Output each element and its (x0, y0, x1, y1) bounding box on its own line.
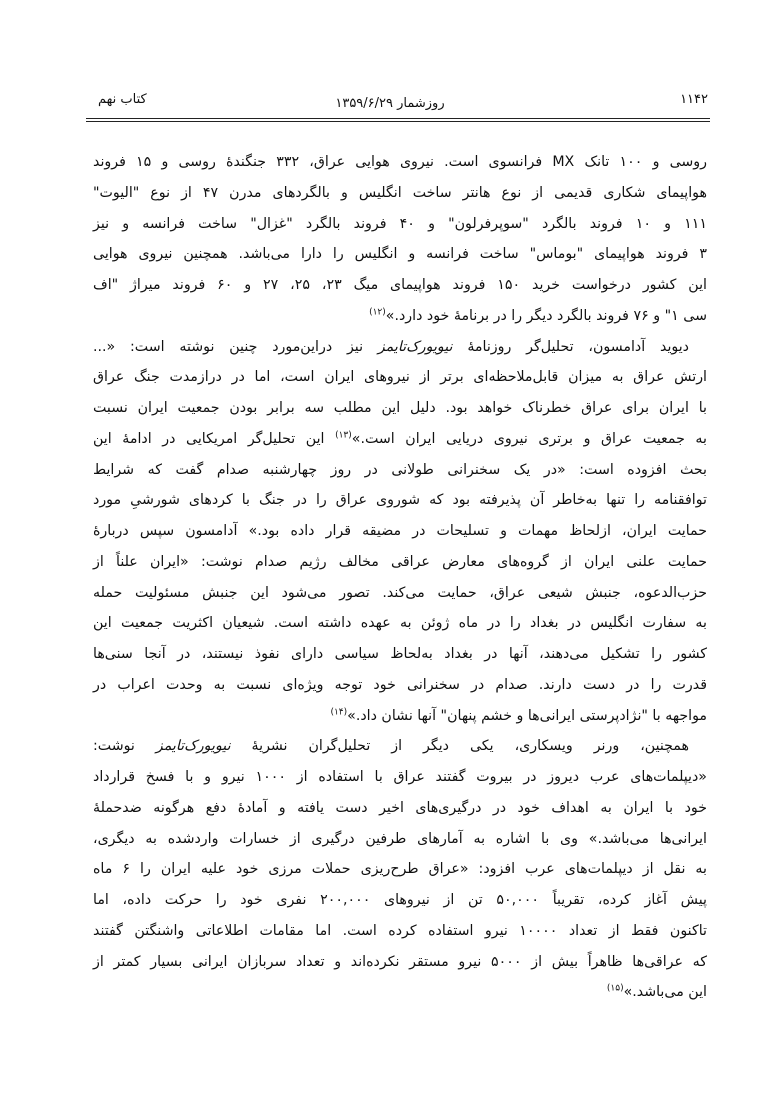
header-rule (86, 118, 710, 119)
text-line (93, 613, 707, 633)
text-line (93, 214, 707, 234)
text-run: سی ۱" و ۷۶ فروند بالگرد دیگر را در برنامهٔ خود دارد.» (385, 307, 707, 324)
text-run: کشور را تشکیل می‌دهند، آنها در بغداد به‌لحاظ سیاسی دارای نفوذ نیستند، در آنجا سنی‌ها (93, 646, 707, 662)
text-run: قدرت را در دست دارند. صدام در سخنرانی خود توجه ویژه‌ای نسبت به وحدت اعراب در (93, 676, 707, 693)
text-run: حزب‌الدعوه، جنبش شیعی عراق، حمایت می‌کند. تصور می‌شود این جنبش مسئولیت حمله (93, 584, 707, 601)
text-run: به نقل از دیپلمات‌های عرب افزود: «عراق طرح‌ریزی حملات مرزی خود علیه ایران را ۶ ماه (93, 861, 707, 878)
footnote-ref: (۱۲) (369, 307, 386, 318)
text-run: این می‌باشد.» (623, 984, 707, 1001)
text-line (93, 675, 707, 695)
text-run: بحث افزوده است: «در یک سخنرانی طولانی در روز چهارشنبه صدام گفت که شرایط (93, 461, 707, 478)
text-line (93, 429, 707, 449)
text-line (93, 921, 707, 941)
text-line (93, 982, 707, 1002)
text-run: این کشور درخواست خرید ۱۵۰ فروند هواپیمای میگ ۲۳، ۲۵، ۲۷ و ۶۰ فروند میراژ "اف (93, 277, 707, 293)
chronicle-date: روزشمار ۱۳۵۹/۶/۲۹ (329, 96, 450, 111)
text-run: مواجهه با "نژادپرستی ایرانی‌ها و خشم پنهان" آنها نشان داد.» (347, 707, 707, 724)
text-line (93, 552, 707, 572)
text-run: حمایت ایران، ازلحاظ مهمات و تسلیحات در مضیقه قرار داده بود.» آدامسون سپس دربارهٔ (93, 523, 707, 539)
text-line (93, 890, 707, 910)
text-line (93, 275, 707, 295)
text-run: ۳ فروند هواپیمای "بوماس" ساخت فرانسه و انگلیس را دارا می‌باشد. همچنین نیروی هوایی (93, 246, 707, 263)
text-line (93, 244, 707, 264)
text-run: روسی و ۱۰۰ تانک MX فرانسوی است. نیروی هوایی عراق، ۳۳۲ جنگندهٔ روسی و ۱۵ فروند (93, 154, 707, 170)
text-line (93, 183, 707, 203)
text-line (93, 367, 707, 387)
text-run: ۱۱۱ و ۱۰ فروند بالگرد "سوپرفرلون" و ۴۰ فروند بالگرد "غزال" ساخت فرانسه و نیز (93, 215, 708, 232)
text-run: حمایت علنی ایران از گروه‌های معارض عراقی مخالف رژیم صدام نوشت: «ایران علناً از (93, 553, 707, 570)
text-run: تاکنون فقط از تعداد ۱۰۰۰۰ نیرو استفاده کرده است. اما مقامات اطلاعاتی واشنگتن گفتند (93, 922, 707, 939)
text-run: که عراقی‌ها ظاهراً بیش از ۵۰۰۰ نیرو مستقر نکرده‌اند و تعداد سربازان ایرانی بسیار کمتر از (93, 953, 707, 970)
text-run: پیش آغاز کرده، تقریباً ۵۰,۰۰۰ تن از نیروهای ۲۰۰,۰۰۰ نفری خود را حرکت داده، اما (93, 892, 707, 908)
text-line (93, 306, 707, 326)
footnote-ref: (۱۵) (606, 983, 624, 994)
text-run: دیوید آدامسون، تحلیل‌گر روزنامهٔ (452, 338, 689, 355)
text-line (93, 398, 707, 418)
text-run: همچنین، ورنر ویسکاری، یکی دیگر از تحلیل‌گران نشریهٔ (230, 738, 689, 755)
text-run: خود با ایران به اهداف خود در درگیری‌های اخیر دست یافته و آمادهٔ دفع هرگونه ضدحملهٔ (93, 799, 707, 816)
italic-title: نیویورک‌تایمز (377, 338, 453, 355)
text-line (93, 644, 707, 664)
text-line (93, 767, 707, 787)
text-run: هواپیمای شکاری قدیمی از نوع هانتر ساخت انگلیس و بالگردهای مدرن ۴۷ از نوع "الیوت" (93, 184, 707, 201)
header-rule-thin (86, 121, 710, 122)
text-run: توافقنامه را تنها به‌خاطر آن پذیرفته بود که شوروی عراق را در جنگ با کردهای شورشیِ مورد (93, 492, 707, 509)
text-line (93, 460, 707, 480)
text-line (93, 829, 707, 849)
text-run: نیز دراین‌مورد چنین نوشته است: «... (93, 338, 378, 355)
text-run: این تحلیل‌گر امریکایی در ادامهٔ این (93, 430, 336, 447)
text-line (93, 521, 707, 541)
page-number: ۱۱۴۲ (680, 92, 708, 107)
text-run: نوشت: (93, 738, 156, 755)
text-run: با ایران برای عراق خطرناک خواهد بود. دلیل این مطلب سه برابر بودن جمعیت ایران نسبت (93, 400, 707, 416)
footnote-ref: (۱۳) (335, 430, 352, 441)
text-run: ارتش عراق به میزان قابل‌ملاحظه‌ای برتر از نیروهای ایران است، اما در درازمدت جنگ عراق (93, 369, 707, 386)
text-line (93, 706, 707, 726)
footnote-ref: (۱۴) (330, 706, 348, 717)
text-run: به جمعیت عراق و برتری نیروی دریایی ایران است.» (351, 430, 707, 447)
text-line (93, 798, 707, 818)
text-line (93, 859, 707, 879)
text-line (93, 952, 707, 972)
italic-title: نیویورک‌تایمز (155, 738, 231, 755)
text-line (93, 583, 707, 603)
text-run: «دیپلمات‌های عرب دیروز در بیروت گفتند عراق با استفاده از ۱۰۰۰ نیرو و با فسخ قرارداد (93, 769, 707, 785)
text-run: ایرانی‌ها می‌باشد.» وی با اشاره به آمارهای طرفین درگیری از خسارات واردشده به دیگری، (93, 830, 707, 847)
text-line (93, 736, 707, 756)
book-title: کتاب نهم (98, 92, 147, 107)
text-run: به سفارت انگلیس در بغداد را در ماه ژوئن به عهده داشته است. شیعیان اکثریت جمعیت این (93, 615, 707, 632)
text-line (93, 490, 707, 510)
text-line (93, 152, 707, 172)
text-line (93, 337, 707, 357)
